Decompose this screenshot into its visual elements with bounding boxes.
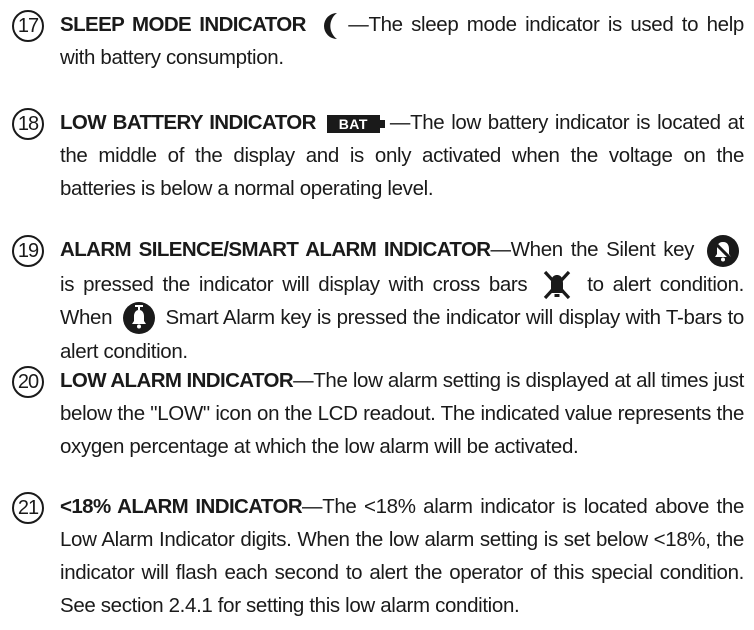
silent-key-icon	[706, 234, 740, 268]
item-number: 21	[12, 492, 44, 524]
item-number: 19	[12, 235, 44, 267]
item-text	[60, 8, 744, 74]
item-body: is pressed the indicator will display with cross bars	[60, 272, 528, 296]
item-body: The <18% alarm indicator is located above the Low Alarm Indicator digits. When the low alarm setting is set below <18%, the indicator will flash each second to alert the operator of this special condition. See section 2.4.1 for setting this low alarm condition.	[60, 495, 745, 617]
item-text	[60, 233, 744, 368]
item-number: 20	[12, 366, 44, 398]
crossed-bell-icon	[540, 270, 574, 300]
item-dash: —	[293, 369, 314, 392]
moon-icon	[320, 11, 344, 41]
item-text	[60, 364, 744, 463]
smart-alarm-key-icon	[122, 301, 156, 335]
item-text	[60, 106, 744, 205]
item-dash: —	[389, 111, 411, 134]
item-title: SLEEP MODE INDICATOR	[60, 13, 306, 36]
item-title: ALARM SILENCE/SMART ALARM INDICATOR	[60, 238, 491, 261]
item-dash: —	[302, 495, 323, 518]
item-title: LOW ALARM INDICATOR	[60, 369, 294, 392]
item-body: The low battery indicator is located at the middle of the display and is only activated when the voltage on the batteries is below a normal operating level.	[60, 111, 744, 200]
item-number: 18	[12, 108, 44, 140]
item-dash: —	[490, 238, 511, 261]
item-dash: —	[348, 13, 369, 36]
item-body: The sleep mode indicator is used to help with battery consumption.	[60, 13, 744, 69]
item-body: to alert condition. When	[60, 272, 744, 329]
item-title: <18% ALARM INDICATOR	[60, 495, 303, 518]
item-text	[60, 490, 744, 622]
item-body: Smart Alarm key is pressed the indicator will display with T-bars to alert condition.	[60, 305, 744, 364]
item-number: 17	[12, 10, 44, 42]
item-title: LOW BATTERY INDICATOR	[60, 111, 316, 134]
item-body: The low alarm setting is displayed at all times just below the "LOW" icon on the LCD readout. The indicated value represents the oxygen percentage at which the low alarm will be activated.	[60, 369, 744, 458]
battery-badge: BAT	[327, 115, 380, 133]
item-body: When the Silent key	[510, 238, 695, 261]
